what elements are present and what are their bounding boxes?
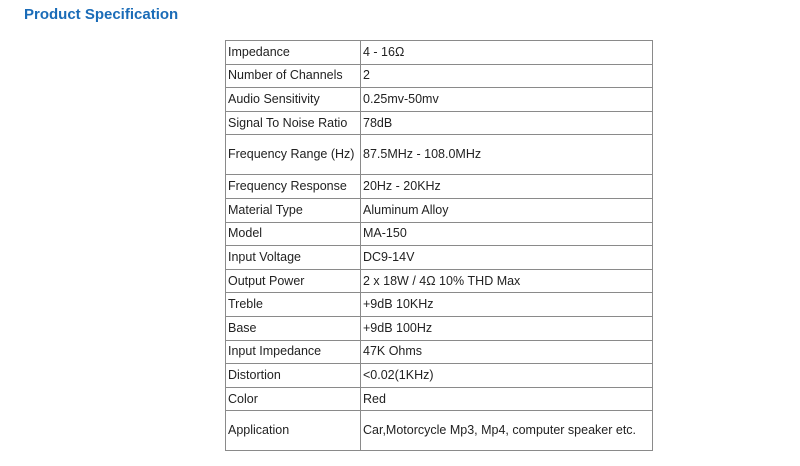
spec-value: Red <box>361 387 653 411</box>
spec-row-base <box>226 316 653 340</box>
spec-label: Material Type <box>226 198 361 222</box>
spec-row-input-impedance <box>226 340 653 364</box>
spec-value: 2 x 18W / 4Ω 10% THD Max <box>361 269 653 293</box>
spec-value: MA-150 <box>361 222 653 246</box>
spec-label: Number of Channels <box>226 64 361 88</box>
spec-value: 47K Ohms <box>361 340 653 364</box>
spec-row-impedance <box>226 41 653 65</box>
spec-row-distortion <box>226 364 653 388</box>
spec-value: 2 <box>361 64 653 88</box>
spec-value: +9dB 100Hz <box>361 316 653 340</box>
spec-row-material-type <box>226 198 653 222</box>
spec-value: Car,Motorcycle Mp3, Mp4, computer speaker etc. <box>361 411 653 451</box>
spec-label: Color <box>226 387 361 411</box>
spec-row-signal-to-noise-ratio <box>226 111 653 135</box>
spec-row-audio-sensitivity <box>226 88 653 112</box>
spec-value: 87.5MHz - 108.0MHz <box>361 135 653 175</box>
spec-label: Model <box>226 222 361 246</box>
spec-row-model <box>226 222 653 246</box>
spec-value: <0.02(1KHz) <box>361 364 653 388</box>
spec-row-output-power <box>226 269 653 293</box>
spec-row-application <box>226 411 653 451</box>
spec-row-treble <box>226 293 653 317</box>
spec-label: Signal To Noise Ratio <box>226 111 361 135</box>
spec-row-input-voltage <box>226 246 653 270</box>
spec-value: +9dB 10KHz <box>361 293 653 317</box>
spec-row-color <box>226 387 653 411</box>
spec-label: Application <box>226 411 361 451</box>
spec-table <box>225 40 653 451</box>
spec-label: Output Power <box>226 269 361 293</box>
spec-row-number-of-channels <box>226 64 653 88</box>
spec-label: Distortion <box>226 364 361 388</box>
spec-label: Input Voltage <box>226 246 361 270</box>
section-title: Product Specification <box>24 6 179 23</box>
spec-label: Frequency Range (Hz) <box>226 135 361 175</box>
spec-label: Input Impedance <box>226 340 361 364</box>
spec-label: Treble <box>226 293 361 317</box>
spec-row-frequency-response <box>226 175 653 199</box>
spec-value: Aluminum Alloy <box>361 198 653 222</box>
spec-label: Base <box>226 316 361 340</box>
spec-value: 4 - 16Ω <box>361 41 653 65</box>
spec-value: DC9-14V <box>361 246 653 270</box>
spec-label: Impedance <box>226 41 361 65</box>
spec-value: 20Hz - 20KHz <box>361 175 653 199</box>
spec-row-frequency-range <box>226 135 653 175</box>
spec-value: 78dB <box>361 111 653 135</box>
spec-label: Frequency Response <box>226 175 361 199</box>
spec-value: 0.25mv-50mv <box>361 88 653 112</box>
spec-label: Audio Sensitivity <box>226 88 361 112</box>
